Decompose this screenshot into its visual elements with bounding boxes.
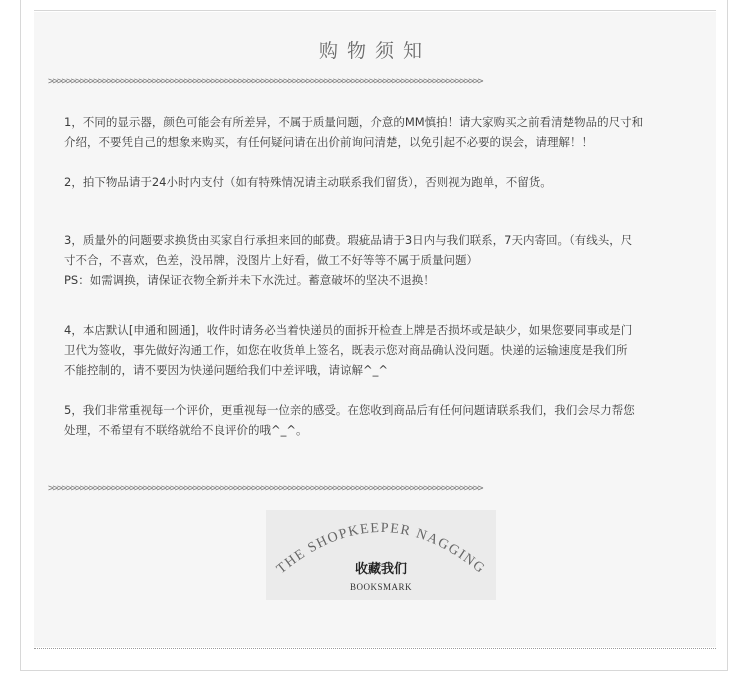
bottom-dotted-rule [34, 648, 716, 649]
bookmark-arc-text: THE SHOPKEEPER NAGGING [274, 520, 488, 578]
notice-item-5: 5，我们非常重视每一个评价，更重视每一位亲的感受。在您收到商品后有任何问题请联系我们，我们会尽力帮您 处理，不希望有不联络就给不良评价的哦^_^。 [64, 403, 635, 437]
divider-bottom: >>>>>>>>>>>>>>>>>>>>>>>>>>>>>>>>>>>>>>>>>>>>>>>>>>>>>>>>>>>>>>>>>>>>>>>>>>>>>>>>>>>>>>>>>>>>>>>> [48, 483, 482, 494]
bookmark-emblem [266, 510, 496, 600]
bookmark-subtitle: BOOKSMARK [349, 582, 413, 592]
shopping-notice-panel [34, 12, 716, 647]
bookmark-logo[interactable] [266, 510, 496, 600]
notice-item-4: 4，本店默认[申通和圆通]，收件时请务必当着快递员的面拆开检查上牌是否损坏或是缺少，如果您要同事或是门 卫代为签收，事先做好沟通工作，如您在收货单上签名，既表示您对商品确认没问题。快递的运输速度是我们所 不能控制的，请不要因为快递问题给我们中差评哦，请谅解^_^ [64, 323, 633, 377]
notice-item-3: 3，质量外的问题要求换货由买家自行承担来回的邮费。瑕疵品请于3日内与我们联系，7天内寄回。（有线头，尺 寸不合，不喜欢，色差，没吊牌，没图片上好看，做工不好等等不属于质量问题） PS：如需调换，请保证衣物全新并未下水洗过。蓄意破坏的坚决不退换！ [64, 233, 633, 287]
notice-title: 购物须知 [318, 40, 431, 62]
notice-item-2: 2，拍下物品请于24小时内支付（如有特殊情况请主动联系我们留货），否则视为跑单，不留货。 [64, 175, 552, 189]
top-rule [34, 10, 716, 11]
bookmark-title: 收藏我们 [354, 562, 408, 577]
notice-item-1: 1，不同的显示器，颜色可能会有所差异，不属于质量问题，介意的MM慎拍！请大家购买之前看清楚物品的尺寸和 介绍，不要凭自己的想象来购买，有任何疑问请在出价前询问清楚，以免引起不必要的误会，请理解！！ [64, 115, 644, 149]
divider-top: >>>>>>>>>>>>>>>>>>>>>>>>>>>>>>>>>>>>>>>>>>>>>>>>>>>>>>>>>>>>>>>>>>>>>>>>>>>>>>>>>>>>>>>>>>>>>>>> [48, 76, 482, 87]
